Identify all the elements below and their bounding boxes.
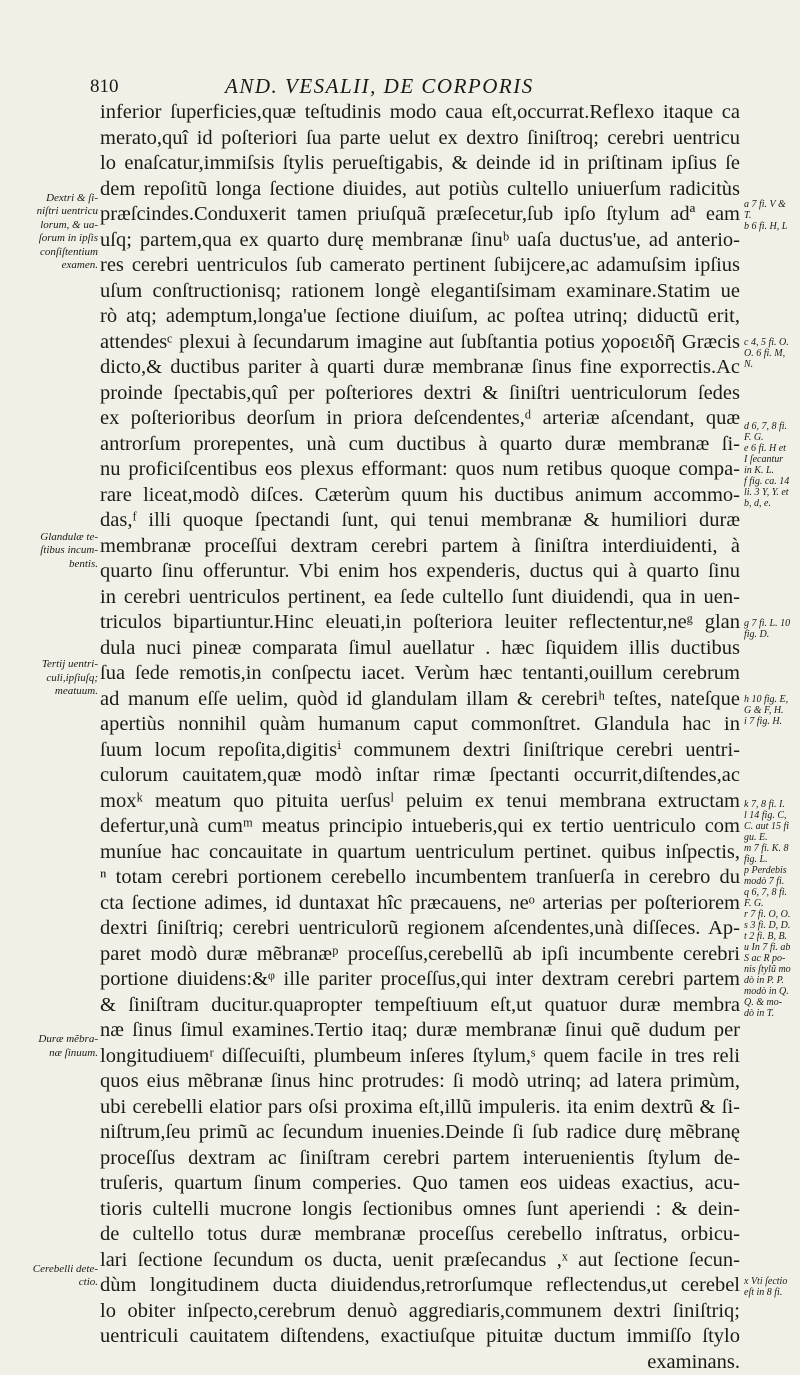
text-line: dula nuci pineæ comparata ſimul auellatur . hæc ſiquidem illis ductibus: [100, 636, 740, 662]
text-line: proinde ſpectabis,quî per poſteriores dextri & ſiniſtri uentriculorum ſedes: [100, 381, 740, 407]
marginal-gloss: Glandulæ te- ſtibus incum- bentis.: [8, 531, 98, 572]
figure-reference-note: a 7 fi. V & T. b 6 fi. H, L: [744, 199, 800, 232]
text-line: muníue hac concauitate in quartum uentriculum pertinet. quibus inſpectis,: [100, 840, 740, 866]
text-line: uſum conſtructionisq; rationem longè elegantiſsimam examinare.Statim ue: [100, 279, 740, 305]
text-line: ſuum locum repoſita,digitisⁱ communem dextri ſiniſtrique cerebri uentri-: [100, 738, 740, 764]
text-line: dextri ſiniſtriq; cerebri uentriculorũ regionem aſcendentes,unà diſſeces. Ap-: [100, 916, 740, 942]
text-line: quarto ſinu offeruntur. Vbi enim hos expenderis, ductus qui à quarto ſinu: [100, 559, 740, 585]
text-line: de cultello totus duræ membranæ proceſſus cerebello inſtratus, orbicu-: [100, 1222, 740, 1248]
text-line: inferior ſuperficies,quæ teſtudinis modo caua eſt,occurrat.Reflexo itaque ca: [100, 100, 740, 126]
text-line: niſtrum,ſeu primũ ac ſecundum inuenies.Deinde ſi ſub radice durę mẽbranę: [100, 1120, 740, 1146]
text-line: næ ſinus ſimul examines.Tertio itaq; duræ membranæ ſinui quẽ dudum per: [100, 1018, 740, 1044]
text-line: longitudiuemʳ diſſecuiſti, plumbeum inſeres ſtylum,ˢ quem facile in tres reli: [100, 1044, 740, 1070]
text-line: defertur,unà cumᵐ meatus principio intueberis,qui ex tertio uentriculo com: [100, 814, 740, 840]
text-line: antrorſum prorepentes, unà cum ductibus à quarto duræ membranæ ſi-: [100, 432, 740, 458]
text-line: ubi cerebelli elatior pars oſsi proxima eſt,illũ impuleris. ita enim dextrũ & ſi-: [100, 1095, 740, 1121]
text-line: proceſſus dextram ac ſiniſtram cerebri partem interuenientis ſtylum de-: [100, 1146, 740, 1172]
text-line: ⁿ totam cerebri portionem cerebello incumbentem tranſuerſa in cerebro du: [100, 865, 740, 891]
text-line: ſua ſede remotis,in conſpectu iacet. Verùm hæc tentanti,ouillum cerebrum: [100, 661, 740, 687]
figure-reference-note: c 4, 5 fi. O. O. 6 fi. M, N.: [744, 337, 800, 370]
text-line: dicto,& ductibus pariter à quarti duræ membranæ ſinus fine exporrectis.Ac: [100, 355, 740, 381]
marginal-gloss: Tertij uentri- culi,ipſiuſq; meatuum.: [8, 658, 98, 699]
marginal-gloss: Duræ mẽbra- næ ſinuum.: [8, 1033, 98, 1060]
page-number: 810: [90, 76, 119, 98]
text-line: lo enaſcatur,immiſsis ſtylis perueſtigabis, & deinde id in priſtinam ipſius ſe: [100, 151, 740, 177]
text-line: das,ᶠ illi quoque ſpectandi ſunt, qui tenui membranæ & humiliori duræ: [100, 508, 740, 534]
text-line: dùm longitudinem ducta diuidendus,retrorſumque reflectendus,ut cerebel: [100, 1273, 740, 1299]
text-line: membranæ proceſſui dextram cerebri partem à ſiniſtra interdiuidenti, à: [100, 534, 740, 560]
text-line: merato,quî id poſteriori ſua parte uelut ex dextro ſiniſtroq; cerebri uentricu: [100, 126, 740, 152]
text-line: examinans.: [100, 1350, 740, 1375]
text-line: portione diuidens:&ᵠ ille pariter proceſſus,qui inter dextram cerebri partem: [100, 967, 740, 993]
text-line: quos eius mẽbranæ ſinus hinc protrudes: ſi modò utrinq; ad latera primùm,: [100, 1069, 740, 1095]
page-header: [90, 74, 730, 102]
text-line: attendesᶜ plexui à ſecundarum imagine aut ſubſtantia potius χοροειδῆ Græcis: [100, 330, 740, 356]
running-head: AND. VESALII, DE CORPORIS: [225, 74, 534, 99]
text-line: in cerebri uentriculos pertinent, ea ſede cultello ſunt diuidendi, qua in uen-: [100, 585, 740, 611]
figure-reference-note: g 7 fi. L. 10 fig. D.: [744, 618, 800, 640]
text-line: rare liceat,modò diſces. Cæterùm quum his ductibus animum accommo-: [100, 483, 740, 509]
text-line: dem repoſitũ longa ſectione diuides, aut potiùs cultello uniuerſum radicitùs: [100, 177, 740, 203]
marginal-gloss: Dextri & ſi- niſtri uentricu lorum, & ua- ſorum in ipſis conſiſtentium examen.: [8, 192, 98, 273]
text-line: præſcindes.Conduxerit tamen priuſquã præſecetur,ſub ipſo ſtylum adª eam: [100, 202, 740, 228]
figure-reference-note: x Vti ſectio eſt in 8 fi.: [744, 1276, 800, 1298]
text-line: uentriculi cauitatem diſtendens, exactiuſque pituitæ ductum immiſſo ſtylo: [100, 1324, 740, 1350]
text-line: rò atq; ademptum,longa'ue ſectione diuiſum, ac poſtea utrinq; diductũ erit,: [100, 304, 740, 330]
figure-reference-note: h 10 fig. E, G & F, H. i 7 fig. H.: [744, 694, 800, 727]
text-line: lari ſectione ſecundum os ducta, uenit præſecandus ,ˣ aut ſectione ſecun-: [100, 1248, 740, 1274]
text-line: lo obiter inſpecto,cerebrum denuò aggrediaris,communem dextri ſiniſtriq;: [100, 1299, 740, 1325]
text-line: triculos bipartiuntur.Hinc eleuati,in poſteriora leuiter reflectentur,neᵍ glan: [100, 610, 740, 636]
text-line: nu proficiſcentibus eos plexus efformant: quos num retibus quoque compa-: [100, 457, 740, 483]
main-text-block: [100, 100, 740, 1375]
figure-reference-note: d 6, 7, 8 fi. F. G. e 6 fi. H et I ſecantur in K. L. f fig. ca. 14 li. 3 Y, Y. et b, d, e.: [744, 421, 800, 509]
marginal-gloss: Cerebelli dete- ctio.: [8, 1263, 98, 1290]
text-line: & ſiniſtram ducitur.quapropter tempeſtiuum eſt,ut quatuor duræ membra: [100, 993, 740, 1019]
text-line: apertiùs nonnihil quàm humanum caput commonſtret. Glandula hac in: [100, 712, 740, 738]
figure-reference-note: k 7, 8 fi. I. l 14 fig. C, C. aut 15 fi gu. E. m 7 fi. K. 8 fig. L. p Perdebis modò 7 fi. q 6, 7, 8 fi. F. G. r 7 fi. O, O. s 3 fi. D, D. t 2 fi. B, B. u In 7 fi. ab S ac R po- nis ſtylũ mo dò in P. P. modò in Q. Q. & mo- dò in T.: [744, 799, 800, 1019]
text-line: truſeris, quartum ſinum comperies. Quo tamen eos uideas exactius, acu-: [100, 1171, 740, 1197]
text-line: uſq; partem,qua ex quarto durę membranæ ſinuᵇ uaſa ductus'ue, ad anterio-: [100, 228, 740, 254]
text-line: culorum cauitatem,quæ modò inſtar rimæ ſpectanti occurrit,diſtendes,ac: [100, 763, 740, 789]
text-line: cta ſectione adimes, id duntaxat hîc præcauens, neᵒ arterias per poſteriorem: [100, 891, 740, 917]
text-line: moxᵏ meatum quo pituita uerſusˡ peluim ex tenui membrana extructam: [100, 789, 740, 815]
text-line: ex poſterioribus deorſum in priora deſcendentes,ᵈ arteriæ aſcendant, quæ: [100, 406, 740, 432]
text-line: paret modò duræ mẽbranæᵖ proceſſus,cerebellũ ab ipſi incumbente cerebri: [100, 942, 740, 968]
text-line: ad manum eſſe uelim, quòd id glandulam illam & cerebriʰ teſtes, nateſque: [100, 687, 740, 713]
text-line: res cerebri uentriculos ſub camerato pertinent ſubijcere,ac adamuſsim ipſius: [100, 253, 740, 279]
text-line: tioris cultelli mucrone longis ſectionibus omnes ſunt aperiendi : & dein-: [100, 1197, 740, 1223]
